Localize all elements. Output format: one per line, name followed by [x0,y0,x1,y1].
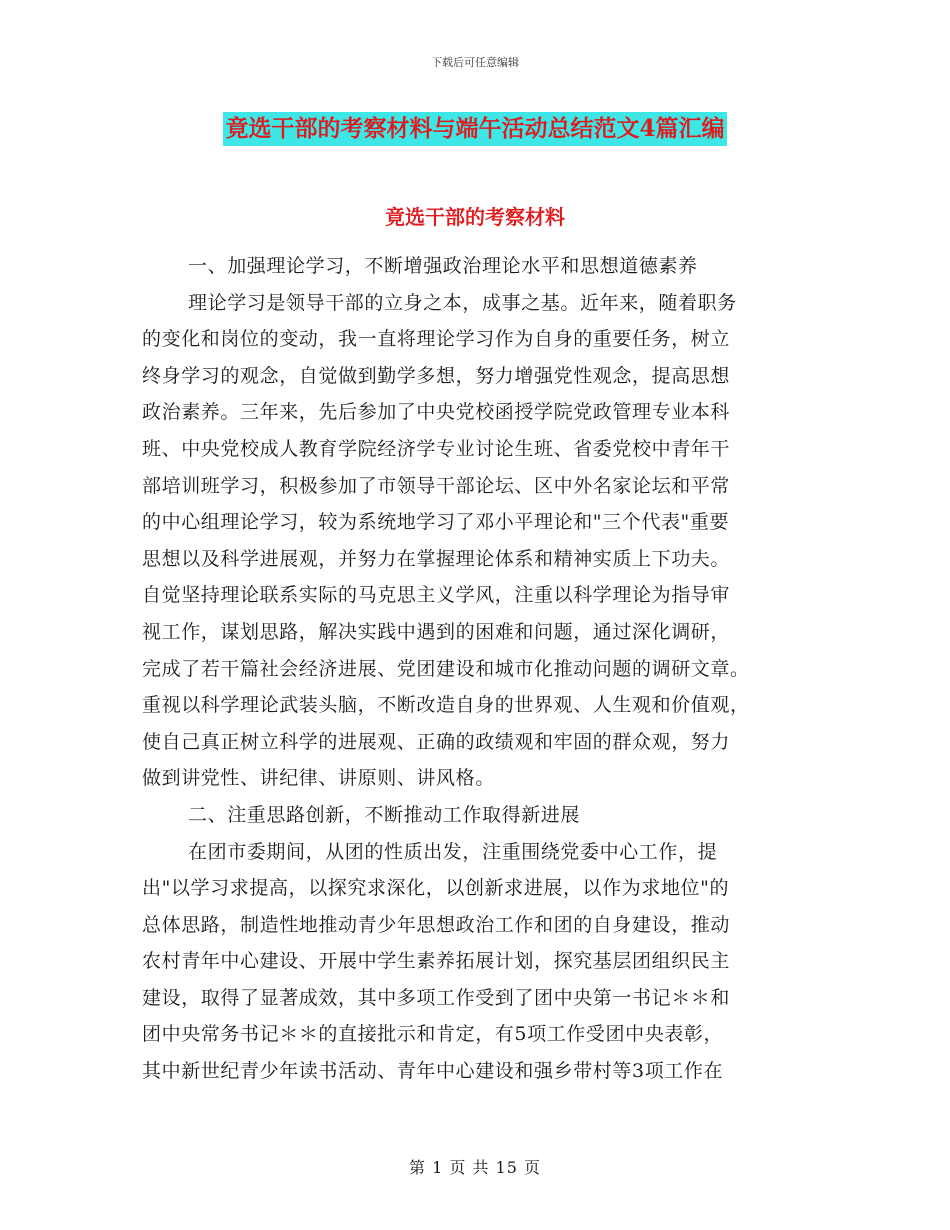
section-title: 竟选干部的考察材料 [385,205,565,229]
paragraph-line: 在团市委期间，从团的性质出发，注重围绕党委中心工作，提 [188,840,718,863]
paragraph-line: 其中新世纪青少年读书活动、青年中心建设和强乡带村等3项工作在 [142,1060,724,1083]
page-header-note: 下载后可任意编辑 [431,56,519,69]
paragraph-line: 做到讲党性、讲纪律、讲原则、讲风格。 [142,767,495,790]
paragraph-line: 的变化和岗位的变动，我一直将理论学习作为自身的重要任务，树立 [142,328,731,351]
paragraph-line: 政治素养。三年来，先后参加了中央党校函授学院党政管理专业本科 [142,401,731,424]
paragraph-line: 重视以科学理论武装头脑，不断改造自身的世界观、人生观和价值观， [142,694,750,717]
paragraph-line: 使自己真正树立科学的进展观、正确的政绩观和牢固的群众观，努力 [142,730,731,753]
heading-line: 一、加强理论学习，不断增强政治理论水平和思想道德素养 [188,255,698,277]
paragraph-line: 农村青年中心建设、开展中学生素养拓展计划，探究基层团组织民主 [142,950,731,973]
paragraph-line: 的中心组理论学习，较为系统地学习了邓小平理论和"三个代表"重要 [142,511,730,534]
paragraph-line: 思想以及科学进展观，并努力在掌握理论体系和精神实质上下功夫。 [142,547,731,570]
paragraph-line: 出"以学习求提高，以探究求深化，以创新求进展，以作为求地位"的 [142,877,730,900]
paragraph-line: 团中央常务书记＊＊的直接批示和肯定，有5项工作受团中央表彰， [142,1023,724,1046]
document-title-container [0,112,950,146]
document-body [142,248,812,1090]
paragraph-line: 完成了若干篇社会经济进展、党团建设和城市化推动问题的调研文章。 [142,657,750,680]
paragraph-line: 部培训班学习，积极参加了市领导干部论坛、区中外名家论坛和平常 [142,474,731,497]
heading-line: 二、注重思路创新，不断推动工作取得新进展 [188,803,581,826]
page-number-footer: 第 1 页 共 15 页 [409,1158,541,1177]
paragraph-line: 自觉坚持理论联系实际的马克思主义学风，注重以科学理论为指导审 [142,584,731,607]
document-title: 竟选干部的考察材料与端午活动总结范文4篇汇编 [223,112,726,146]
paragraph-line: 建设，取得了显著成效，其中多项工作受到了团中央第一书记＊＊和 [142,986,731,1009]
paragraph-line: 班、中央党校成人教育学院经济学专业讨论生班、省委党校中青年干 [142,437,731,460]
paragraph-line: 视工作，谋划思路，解决实践中遇到的困难和问题，通过深化调研， [142,620,731,643]
paragraph-line: 总体思路，制造性地推动青少年思想政治工作和团的自身建设，推动 [142,913,731,936]
paragraph-line: 终身学习的观念，自觉做到勤学多想，努力增强党性观念，提高思想 [142,364,731,387]
paragraph-line: 理论学习是领导干部的立身之本，成事之基。近年来，随着职务 [188,291,737,314]
